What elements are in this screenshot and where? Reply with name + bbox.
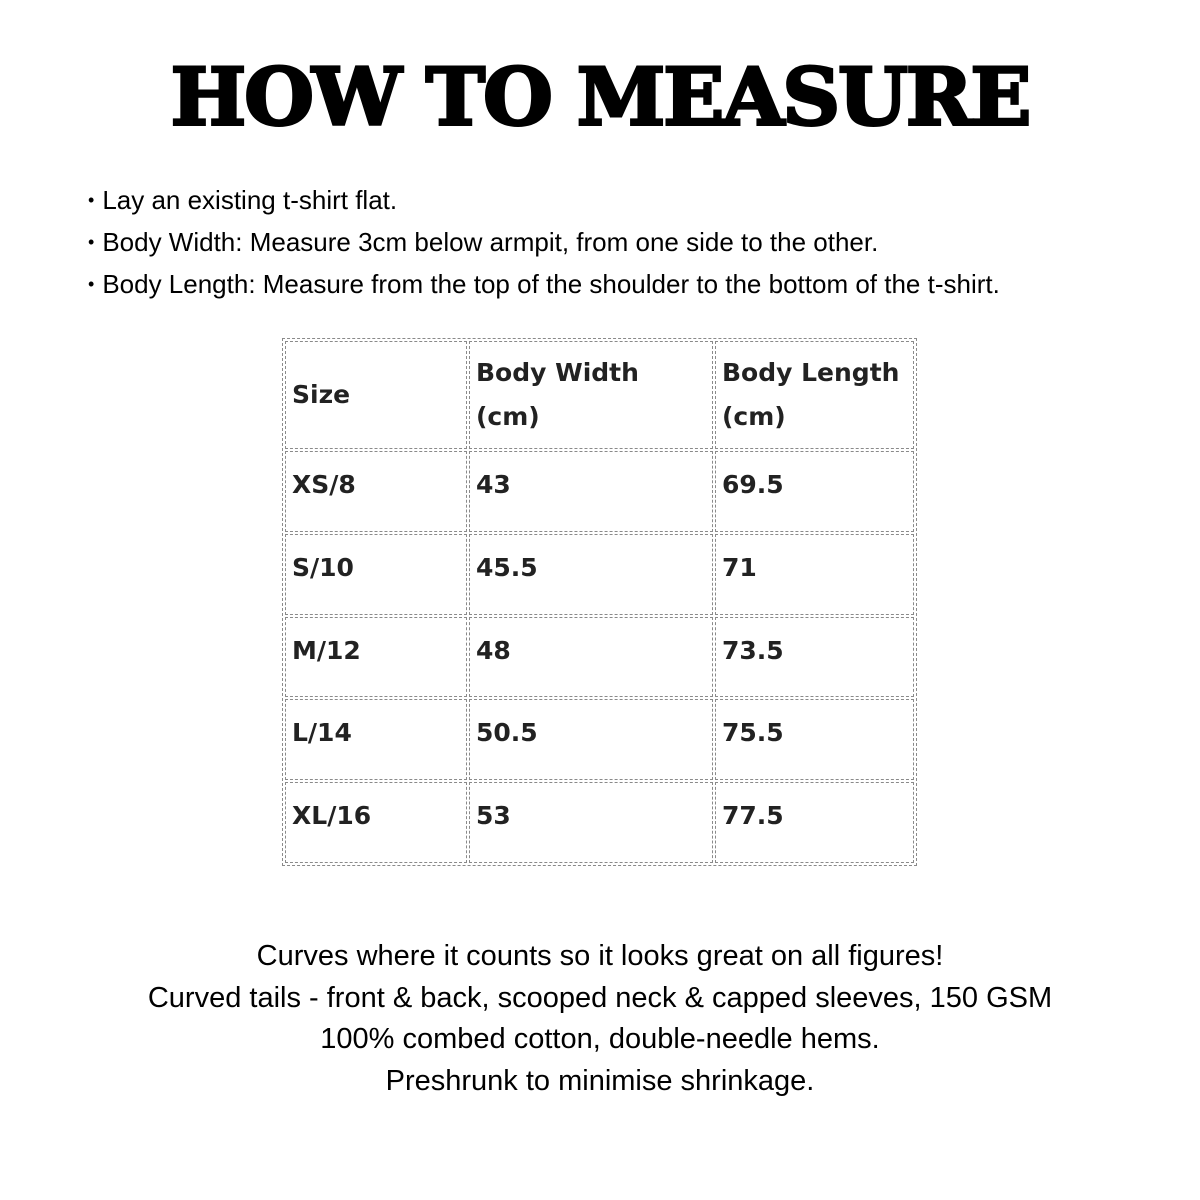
description-line: 100% combed cotton, double-needle hems.	[320, 1023, 880, 1055]
body-length-cell: 69.5	[715, 451, 914, 532]
description-line: Curved tails - front & back, scooped neck & capped sleeves, 150 GSM	[147, 981, 1053, 1014]
description-line: Curves where it counts so it looks great on all figures!	[256, 940, 944, 972]
size-chart-table	[282, 338, 917, 866]
page-title: HOW TO MEASURE	[170, 50, 1030, 144]
header-body-length: Body Length (cm)	[715, 341, 914, 449]
instruction-item: • Body Width: Measure 3cm below armpit, from one side to the other.	[88, 223, 1000, 265]
table-row	[285, 451, 914, 532]
body-width-cell: 43	[469, 451, 713, 532]
table-row	[285, 699, 914, 780]
instruction-item: • Body Length: Measure from the top of the shoulder to the bottom of the t-shirt.	[88, 265, 1000, 307]
description-line: Preshrunk to minimise shrinkage.	[385, 1064, 815, 1097]
body-length-cell: 77.5	[715, 782, 914, 863]
size-cell: XL/16	[285, 782, 467, 863]
size-cell: M/12	[285, 617, 467, 698]
product-description	[0, 936, 1200, 1102]
instruction-item: • Lay an existing t-shirt flat.	[88, 181, 1000, 223]
size-cell: L/14	[285, 699, 467, 780]
body-width-cell: 45.5	[469, 534, 713, 615]
header-body-width: Body Width (cm)	[469, 341, 713, 449]
table-row	[285, 617, 914, 698]
instructions-list	[88, 181, 1000, 307]
size-cell: XS/8	[285, 451, 467, 532]
body-length-cell: 73.5	[715, 617, 914, 698]
body-width-cell: 48	[469, 617, 713, 698]
body-width-cell: 53	[469, 782, 713, 863]
body-width-cell: 50.5	[469, 699, 713, 780]
table-row	[285, 782, 914, 863]
body-length-cell: 75.5	[715, 699, 914, 780]
header-size: Size	[285, 341, 467, 449]
table-row	[285, 534, 914, 615]
body-length-cell: 71	[715, 534, 914, 615]
table-header-row	[285, 341, 914, 449]
size-cell: S/10	[285, 534, 467, 615]
